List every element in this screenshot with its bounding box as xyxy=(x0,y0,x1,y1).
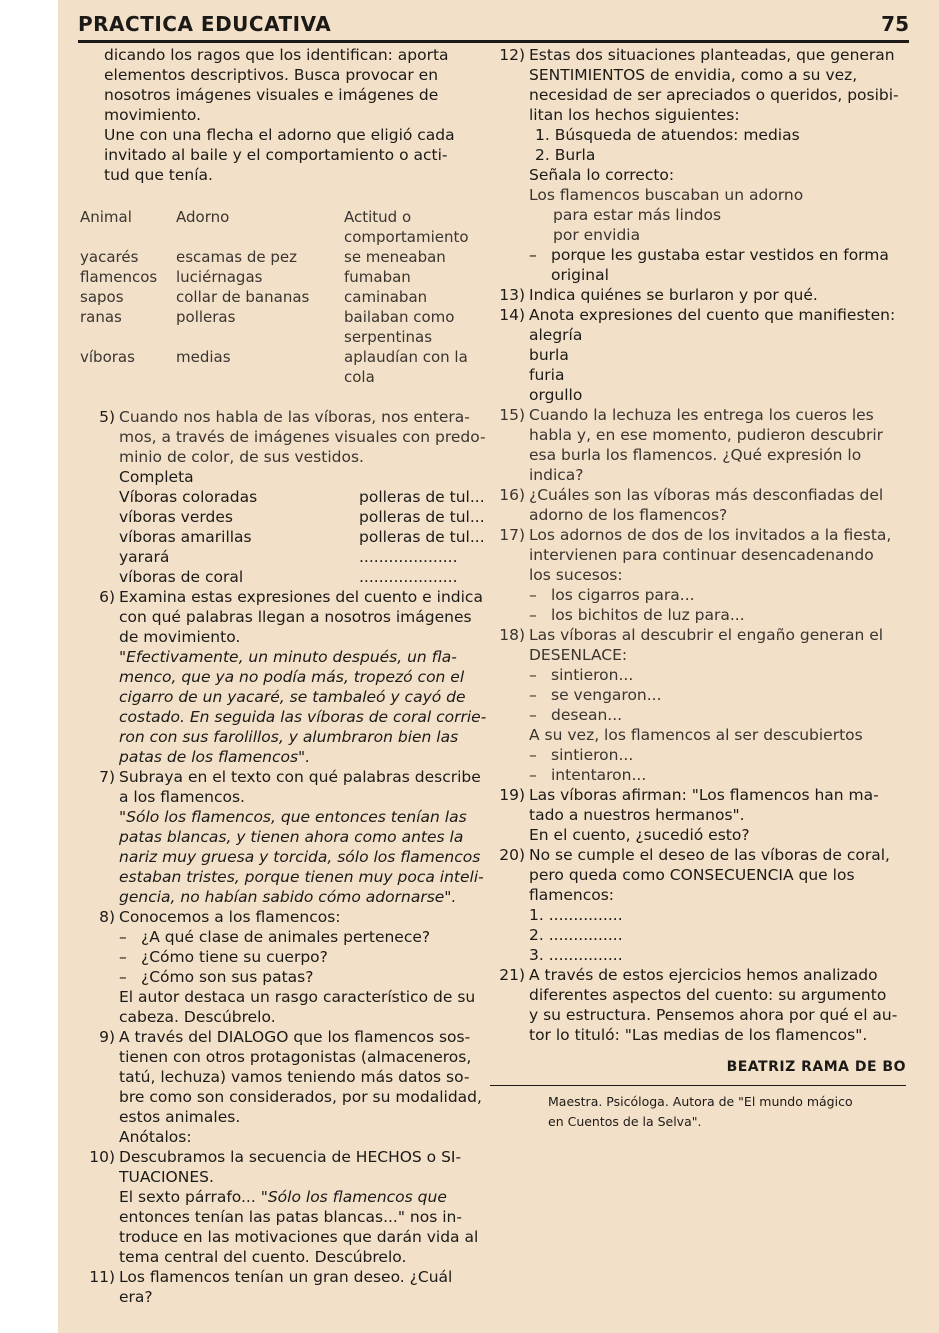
text-line: Anota expresiones del cuento que manifiesten: xyxy=(529,306,896,324)
list-item: – sintieron... xyxy=(529,746,634,764)
text-line xyxy=(119,1187,490,1207)
text-line: esa burla los flamencos. ¿Qué expresión lo xyxy=(529,446,862,464)
list-item-text: los bichitos de luz para... xyxy=(551,606,745,624)
list-item: – desean... xyxy=(529,706,623,724)
question-16 xyxy=(490,485,906,525)
color-pair xyxy=(119,487,490,507)
page-number: 75 xyxy=(881,12,909,36)
question-number: 19) xyxy=(499,786,525,804)
question-20 xyxy=(490,845,906,965)
list-item: – ¿Cómo tiene su cuerpo? xyxy=(119,948,328,966)
list-item: alegría xyxy=(529,326,583,344)
color-pair xyxy=(119,567,490,587)
header-actitud: Actitud o comportamiento xyxy=(344,208,469,246)
pair-left: yarará xyxy=(119,548,170,566)
text-line: pero queda como CONSECUENCIA que los xyxy=(529,866,855,884)
list-item-text: intentaron... xyxy=(551,766,647,784)
question-number: 18) xyxy=(499,626,525,644)
table-cell: ranas xyxy=(80,308,122,326)
table-cell: caminaban xyxy=(344,288,428,306)
list-item: 2. ............... xyxy=(529,926,623,944)
text-line: Anótalos: xyxy=(119,1128,192,1146)
text-line: intervienen para continuar desencadenando xyxy=(529,546,874,564)
page-header xyxy=(78,10,909,43)
question-18 xyxy=(490,625,906,785)
table-row xyxy=(80,287,484,307)
question-number: 15) xyxy=(499,406,525,424)
list-item: – los bichitos de luz para... xyxy=(529,606,745,624)
text-line: Los adornos de dos de los invitados a la fiesta, xyxy=(529,526,892,544)
question-number: 20) xyxy=(499,846,525,864)
pair-right: .................... xyxy=(359,548,458,566)
question-10 xyxy=(80,1147,490,1267)
question-8 xyxy=(80,907,490,1027)
text-line: indica? xyxy=(529,466,584,484)
pair-left: víboras de coral xyxy=(119,568,244,586)
option-line: por envidia xyxy=(553,226,641,244)
table-cell: collar de bananas xyxy=(176,288,310,306)
question-number: 8) xyxy=(99,908,115,926)
question-11 xyxy=(80,1267,490,1307)
text-line: A través de estos ejercicios hemos analizado xyxy=(529,966,878,984)
text-line: de movimiento. xyxy=(119,628,241,646)
list-item-text: los cigarros para... xyxy=(551,586,695,604)
text-line: tud que tenía. xyxy=(104,166,213,184)
list-item: orgullo xyxy=(529,386,583,404)
text-line: tado a nuestros hermanos". xyxy=(529,806,745,824)
text-line: Subraya en el texto con qué palabras describe xyxy=(119,768,481,786)
list-item: 2. Burla xyxy=(535,146,596,164)
pair-left: víboras amarillas xyxy=(119,528,252,546)
text-line: Señala lo correcto: xyxy=(529,166,675,184)
text-line: Los flamencos buscaban un adorno xyxy=(529,186,804,204)
quote-line: estaban tristes, porque tienen muy poca inteli- xyxy=(119,868,484,886)
option-line: – porque les gustaba estar vestidos en forma xyxy=(529,246,889,264)
text-line: Las víboras al descubrir el engaño generan el xyxy=(529,626,884,644)
text-line: invitado al baile y el comportamiento o acti- xyxy=(104,146,448,164)
text-line: Los flamencos tenían un gran deseo. ¿Cuál era? xyxy=(119,1268,453,1306)
text-line: bre como son considerados, por su modalidad, xyxy=(119,1088,482,1106)
list-item-text: sintieron... xyxy=(551,666,634,684)
list-item-text: ¿A qué clase de animales pertenece? xyxy=(141,928,431,946)
text-line: ¿Cuáles son las víboras más desconfiadas del xyxy=(529,486,884,504)
table-cell: se meneaban xyxy=(344,248,446,266)
question-21 xyxy=(490,965,906,1045)
question-7 xyxy=(80,767,490,907)
text-line: a los flamencos. xyxy=(119,788,245,806)
table-cell: sapos xyxy=(80,288,124,306)
text-line: necesidad de ser apreciados o queridos, posibi- xyxy=(529,86,899,104)
quote-line: cigarro de un yacaré, se tambaleó y cayó de xyxy=(119,688,466,706)
divider xyxy=(490,1085,906,1086)
quote-line: "Efectivamente, un minuto después, un fla- xyxy=(119,648,457,666)
question-17 xyxy=(490,525,906,625)
table-header-row xyxy=(80,207,484,247)
right-column xyxy=(490,45,906,1132)
list-item-text: ¿Cómo son sus patas? xyxy=(141,968,314,986)
text-line: minio de color, de sus vestidos. xyxy=(119,448,364,466)
left-column xyxy=(80,45,490,1307)
list-item: – sintieron... xyxy=(529,666,634,684)
question-number: 13) xyxy=(499,286,525,304)
list-item: – los cigarros para... xyxy=(529,586,695,604)
question-9 xyxy=(80,1027,490,1147)
text-line: cabeza. Descúbrelo. xyxy=(119,1008,276,1026)
text-line: diferentes aspectos del cuento: su argumento xyxy=(529,986,887,1004)
question-number: 7) xyxy=(99,768,115,786)
table-cell: aplaudían con la cola xyxy=(344,348,468,386)
text-line: Conocemos a los flamencos: xyxy=(119,908,341,926)
question-13 xyxy=(490,285,906,305)
option-text: porque les gustaba estar vestidos en forma xyxy=(551,246,889,264)
table-cell: escamas de pez xyxy=(176,248,298,266)
matching-table xyxy=(80,207,484,387)
table-cell: luciérnagas xyxy=(176,268,263,286)
text-line: estos animales. xyxy=(119,1108,241,1126)
text-line: elementos descriptivos. Busca provocar en xyxy=(104,66,439,84)
text-line: flamencos: xyxy=(529,886,615,904)
table-row xyxy=(80,347,484,387)
table-row xyxy=(80,267,484,287)
table-cell: polleras xyxy=(176,308,236,326)
option-line: para estar más lindos xyxy=(553,206,722,224)
list-item: furia xyxy=(529,366,565,384)
pair-right: polleras de tul... xyxy=(359,528,485,546)
text-line: No se cumple el deseo de las víboras de coral, xyxy=(529,846,890,864)
text-line: Descubramos la secuencia de HECHOS o SI- xyxy=(119,1148,462,1166)
question-5 xyxy=(80,407,490,587)
table-cell: yacarés xyxy=(80,248,139,266)
text-line: A su vez, los flamencos al ser descubiertos xyxy=(529,726,863,744)
list-item: – ¿Cómo son sus patas? xyxy=(119,968,314,986)
question-number: 16) xyxy=(499,486,525,504)
text-line: entonces tenían las patas blancas..." nos in- xyxy=(119,1208,462,1226)
question-number: 5) xyxy=(99,408,115,426)
text-line: habla y, en ese momento, pudieron descubrir xyxy=(529,426,884,444)
text-line: litan los hechos siguientes: xyxy=(529,106,740,124)
option-line: original xyxy=(551,266,609,284)
list-item: – intentaron... xyxy=(529,766,647,784)
list-item-text: sintieron... xyxy=(551,746,634,764)
question-19 xyxy=(490,785,906,845)
intro-paragraph xyxy=(80,45,490,185)
text-line: A través del DIALOGO que los flamencos sos- xyxy=(119,1028,471,1046)
list-item: 1. Búsqueda de atuendos: medias xyxy=(535,126,800,144)
list-item: burla xyxy=(529,346,569,364)
quote-line: ron con sus farolillos, y alumbraron bien las xyxy=(119,728,459,746)
text-line: tor lo tituló: "Las medias de los flamencos". xyxy=(529,1026,868,1044)
section-title: PRACTICA EDUCATIVA xyxy=(78,12,332,36)
question-number: 21) xyxy=(499,966,525,984)
pair-right: polleras de tul... xyxy=(359,488,485,506)
question-12 xyxy=(490,45,906,285)
quote-line: gencia, no habían sabido cómo adornarse". xyxy=(119,888,457,906)
question-15 xyxy=(490,405,906,485)
text-line: Examina estas expresiones del cuento e indica xyxy=(119,588,483,606)
text-line: mos, a través de imágenes visuales con predo- xyxy=(119,428,486,446)
text-line: Estas dos situaciones planteadas, que generan xyxy=(529,46,895,64)
quote-line: patas blancas, y tienen ahora como antes la xyxy=(119,828,464,846)
text-line: dicando los ragos que los identifican: aporta xyxy=(104,46,449,64)
list-item-text: ¿Cómo tiene su cuerpo? xyxy=(141,948,328,966)
text-line: nosotros imágenes visuales e imágenes de xyxy=(104,86,439,104)
text-line: Completa xyxy=(119,468,194,486)
bio-line: Maestra. Psicóloga. Autora de "El mundo mágico xyxy=(548,1094,853,1109)
text-line: con qué palabras llegan a nosotros imágenes xyxy=(119,608,472,626)
text-line: movimiento. xyxy=(104,106,202,124)
text-lead: El sexto párrafo... xyxy=(119,1188,261,1206)
quote-line: costado. En seguida las víboras de coral corrie- xyxy=(119,708,487,726)
quote-line: patas de los flamencos". xyxy=(119,748,311,766)
color-pair xyxy=(119,527,490,547)
question-number: 6) xyxy=(99,588,115,606)
quote-line: menco, que ya no podía más, tropezó con el xyxy=(119,668,465,686)
table-cell: víboras xyxy=(80,348,135,366)
question-14 xyxy=(490,305,906,405)
question-number: 17) xyxy=(499,526,525,544)
text-line: y su estructura. Pensemos ahora por qué el au- xyxy=(529,1006,898,1024)
list-item: – ¿A qué clase de animales pertenece? xyxy=(119,928,431,946)
text-line: los sucesos: xyxy=(529,566,623,584)
table-cell: fumaban xyxy=(344,268,411,286)
pair-left: Víboras coloradas xyxy=(119,488,258,506)
text-line: El autor destaca un rasgo característico de su xyxy=(119,988,476,1006)
table-cell: flamencos xyxy=(80,268,158,286)
text-line: TUACIONES. xyxy=(119,1168,214,1186)
pair-right: polleras de tul... xyxy=(359,508,485,526)
text-line: Las víboras afirman: "Los flamencos han ma- xyxy=(529,786,879,804)
color-pair xyxy=(119,507,490,527)
text-line: En el cuento, ¿sucedió esto? xyxy=(529,826,750,844)
list-item: 3. ............... xyxy=(529,946,623,964)
list-item: 1. ............... xyxy=(529,906,623,924)
header-animal: Animal xyxy=(80,208,132,226)
list-item-text: desean... xyxy=(551,706,623,724)
pair-right: .................... xyxy=(359,568,458,586)
text-line: adorno de los flamencos? xyxy=(529,506,728,524)
quote-line: nariz muy gruesa y torcida, sólo los flamencos xyxy=(119,848,481,866)
quote-start: "Sólo los flamencos que xyxy=(260,1188,447,1206)
question-6 xyxy=(80,587,490,767)
text-line: Indica quiénes se burlaron y por qué. xyxy=(529,286,818,304)
quote-line: "Sólo los flamencos, que entonces tenían las xyxy=(119,808,467,826)
color-pair xyxy=(119,547,490,567)
header-adorno: Adorno xyxy=(176,208,230,226)
question-number: 12) xyxy=(499,46,525,64)
table-cell: medias xyxy=(176,348,231,366)
text-line: Cuando nos habla de las víboras, nos entera- xyxy=(119,408,470,426)
table-row xyxy=(80,247,484,267)
table-cell: bailaban como serpentinas xyxy=(344,308,455,346)
question-number: 11) xyxy=(89,1268,115,1286)
list-item-text: se vengaron... xyxy=(551,686,662,704)
question-number: 14) xyxy=(499,306,525,324)
pair-left: víboras verdes xyxy=(119,508,233,526)
text-line: SENTIMIENTOS de envidia, como a su vez, xyxy=(529,66,858,84)
text-line: troduce en las motivaciones que darán vida al xyxy=(119,1228,479,1246)
text-line: Une con una flecha el adorno que eligió cada xyxy=(104,126,455,144)
author-bio xyxy=(490,1092,906,1132)
text-line: DESENLACE: xyxy=(529,646,628,664)
bio-line: en Cuentos de la Selva". xyxy=(548,1114,702,1129)
list-item: – se vengaron... xyxy=(529,686,662,704)
magazine-page xyxy=(58,0,939,1333)
author-name: BEATRIZ RAMA DE BO xyxy=(726,1059,906,1075)
question-number: 10) xyxy=(89,1148,115,1166)
text-line: tema central del cuento. Descúbrelo. xyxy=(119,1248,407,1266)
question-number: 9) xyxy=(99,1028,115,1046)
table-row xyxy=(80,307,484,347)
text-line: tatú, lechuza) vamos teniendo más datos so- xyxy=(119,1068,470,1086)
text-line: tienen con otros protagonistas (almaceneros, xyxy=(119,1048,472,1066)
text-line: Cuando la lechuza les entrega los cueros les xyxy=(529,406,874,424)
